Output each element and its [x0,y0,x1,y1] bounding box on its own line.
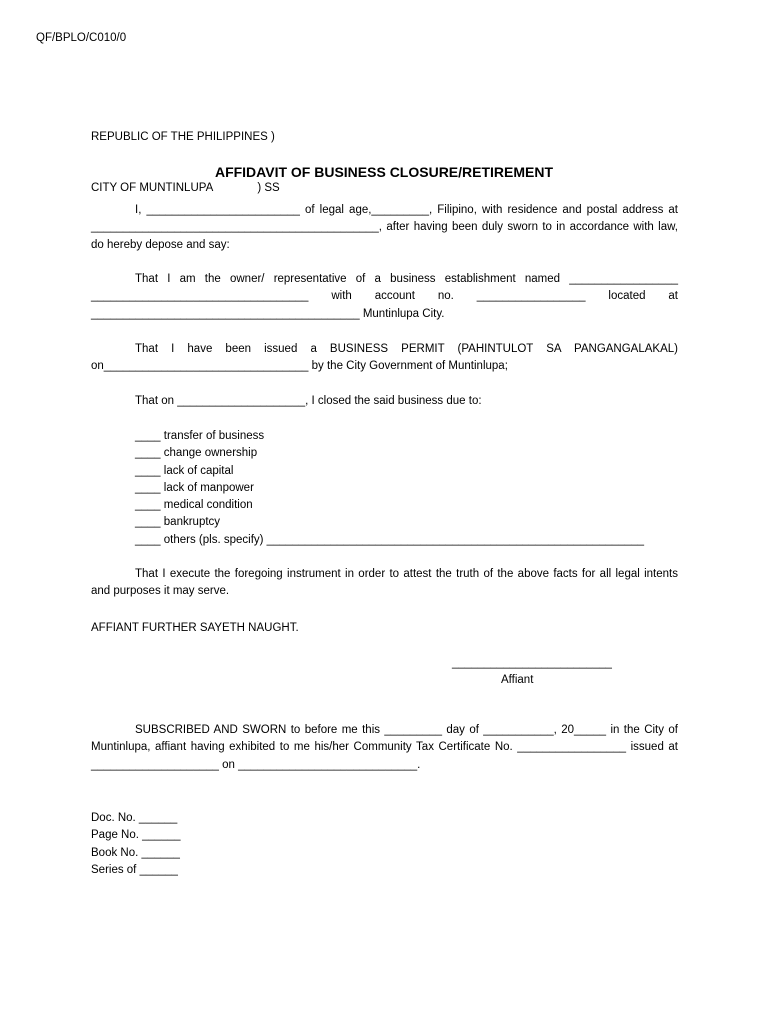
notary-doc-no: Doc. No. ______ [91,812,178,824]
notary-series-of: Series of ______ [91,863,178,876]
reason-item-bankruptcy: ____ bankruptcy [135,516,221,529]
signature-line: _________________________ [452,657,612,669]
closure-reasons-list [135,428,644,549]
notary-book-no: Book No. ______ [91,846,180,859]
reason-item-lack-of-capital: ____ lack of capital [135,464,234,477]
signature-label: Affiant [501,674,534,686]
paragraph-identity: I, ________________________ of legal age,_________, Filipino, with residence and postal address at _____________________________________________, after having been duly sworn to in accordance with law, do hereby depose and say: [91,204,678,251]
reason-item-change-ownership: ____ change ownership [135,447,258,460]
document-title: AFFIDAVIT OF BUSINESS CLOSURE/RETIREMENT [214,164,554,180]
reason-item-transfer: ____ transfer of business [135,430,265,442]
paragraph-jurat: SUBSCRIBED AND SWORN to before me this _________ day of ___________, 20_____ in the City of Muntinlupa, affiant having exhibited to me his/her Community Tax Certificate No. _________________ issued at ____________________ on ____________________________. [91,724,678,771]
notarial-register [91,810,181,879]
form-code: QF/BPLO/C010/0 [36,32,127,44]
paragraph-attestation: That I execute the foregoing instrument in order to attest the truth of the above facts for all legal intents and purposes it may serve. [91,568,678,598]
caption-line-republic: REPUBLIC OF THE PHILIPPINES ) [91,130,275,143]
reason-item-others: ____ others (pls. specify) ___________________________________________________________ [135,533,645,546]
caption-line-city: CITY OF MUNTINLUPA ) SS [91,182,280,195]
reason-item-medical-condition: ____ medical condition [135,499,253,512]
reason-item-lack-of-manpower: ____ lack of manpower [135,481,254,494]
paragraph-closure-date: That on ____________________, I closed the said business due to: [135,395,482,407]
affiant-further-statement: AFFIANT FURTHER SAYETH NAUGHT. [91,622,299,634]
notary-page-no: Page No. ______ [91,829,181,842]
paragraph-permit: That I have been issued a BUSINESS PERMIT (PAHINTULOT SA PANGANGALAKAL) on________________________________ by the City Government of Muntinlupa; [91,343,678,373]
paragraph-business: That I am the owner/ representative of a business establishment named _________________ __________________________________ with account no. _________________ located at __________________________________________ Muntinlupa City. [91,273,678,320]
